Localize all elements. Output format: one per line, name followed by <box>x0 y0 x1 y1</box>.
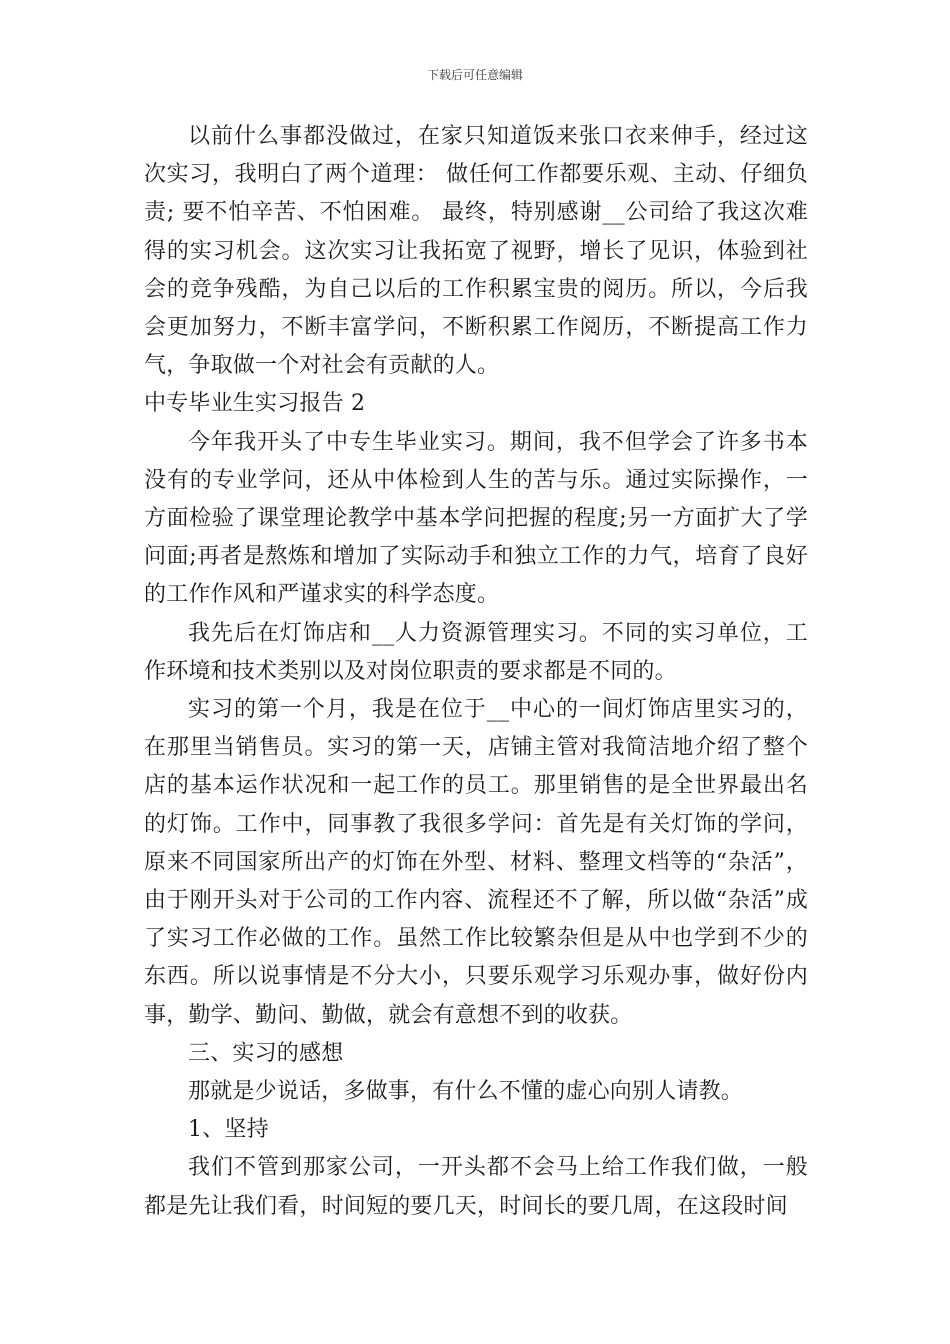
paragraph-internship-places: 我先后在灯饰店和__人力资源管理实习。不同的实习单位，工作环境和技术类别以及对岗位职责的要求都是不同的。 <box>144 620 808 684</box>
document-body <box>144 118 808 1226</box>
paragraph-persistence: 我们不管到那家公司，一开头都不会马上给工作我们做，一般都是先让我们看，时间短的要几天，时间长的要几周，在这段时间 <box>144 1155 808 1219</box>
paragraph-reflection-summary: 那就是少说话，多做事，有什么不懂的虚心向别人请教。 <box>188 1079 744 1105</box>
paragraph-first-month: 实习的第一个月，我是在位于__中心的一间灯饰店里实习的，在那里当销售员。实习的第一天，店铺主管对我简洁地介绍了整个店的基本运作状况和一起工作的员工。那里销售的是全世界最出名的灯饰。工作中，同事教了我很多学问：首先是有关灯饰的学问，原来不同国家所出产的灯饰在外型、材料、整理文档等的“杂活”，由于刚开头对于公司的工作内容、流程还不了解，所以做“杂活”成了实习工作必做的工作。虽然工作比较繁杂但是从中也学到不少的东西。所以说事情是不分大小，只要乐观学习乐观办事，做好份内事，勤学、勤问、勤做，就会有意想不到的收获。 <box>144 697 808 1028</box>
subheading-persistence: 1、坚持 <box>188 1117 269 1143</box>
section-title-report-2: 中专毕业生实习报告 2 <box>144 391 366 417</box>
page-header-note: 下载后可任意编辑 <box>426 68 523 82</box>
section-heading-reflections: 三、实习的感想 <box>188 1040 344 1066</box>
paragraph-conclusion: 以前什么事都没做过，在家只知道饭来张口衣来伸手，经过这次实习，我明白了两个道理： 做任何工作都要乐观、主动、仔细负责; 要不怕辛苦、不怕困难。 最终，特别感谢__公司给了我这次难得的实习机会。这次实习让我拓宽了视野，增长了见识，体验到社会的竞争残酷，为自己以后的工作积累宝贵的阅历。所以，今后我会更加努力，不断丰富学问，不断积累工作阅历，不断提高工作力气，争取做一个对社会有贡献的人。 <box>144 124 808 379</box>
paragraph-internship-intro: 今年我开头了中专生毕业实习。期间，我不但学会了许多书本没有的专业学问，还从中体检到人生的苦与乐。通过实际操作，一方面检验了课堂理论教学中基本学问把握的程度;另一方面扩大了学问面;再者是熬炼和增加了实际动手和独立工作的力气，培育了良好的工作作风和严谨求实的科学态度。 <box>144 429 808 608</box>
